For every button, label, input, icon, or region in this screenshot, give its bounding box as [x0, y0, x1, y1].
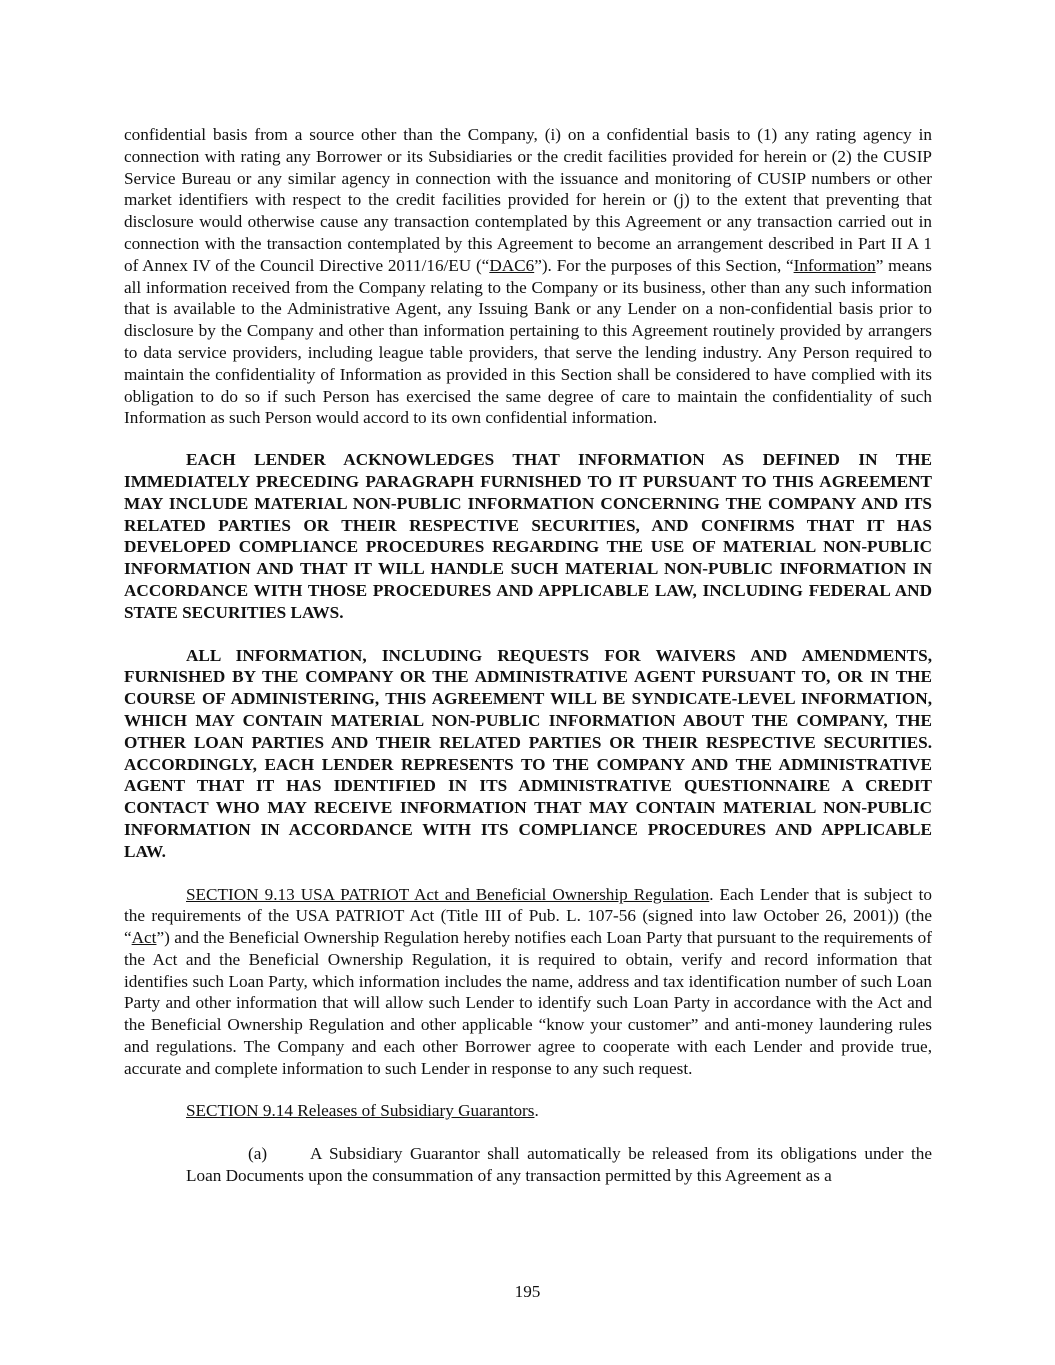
paragraph-text: ”). For the purposes of this Section, “	[534, 255, 794, 275]
paragraph-text: confidential basis from a source other than the Company, (i) on a confidential basis to (1) any rating agency in connection with rating any Borrower or its Subsidiaries or the credit facilities provided for herein or (2) the CUSIP Service Bureau or any similar agency in connection with the issuance and monitoring of CUSIP numbers or other market identifiers with respect to the credit facilities provided for herein or (j) to the extent that preventing that disclosure would otherwise cause any transaction contemplated by this Agreement or any transaction carried out in connection with the transaction contemplated by this Agreement to become an arrangement described in Part II A 1 of Annex IV of the Council Directive 2011/16/EU (“	[124, 125, 932, 275]
document-page	[124, 124, 932, 1207]
heading-punctuation: .	[534, 1100, 539, 1120]
defined-term-dac6: DAC6	[489, 255, 535, 275]
section-9-13-heading: SECTION 9.13 USA PATRIOT Act and Beneficial Ownership Regulation	[186, 884, 710, 904]
clause-a-paragraph	[124, 1143, 932, 1187]
clause-a-label: (a)	[248, 1144, 268, 1164]
paragraph-text: . Each Lender that is subject to the requirements of the USA PATRIOT Act (Title III of Pub. L. 107-56 (signed into law October 26, 2001)) (the “	[124, 884, 932, 948]
page-number: 195	[514, 1282, 541, 1301]
section-9-14-heading: SECTION 9.14 Releases of Subsidiary Guarantors	[186, 1100, 535, 1120]
section-9-13-paragraph	[124, 884, 932, 1080]
confidentiality-paragraph	[124, 124, 932, 429]
paragraph-text: ”) and the Beneficial Ownership Regulation hereby notifies each Loan Party that pursuant to the requirements of the Act and the Beneficial Ownership Regulation, it is required to obtain, verify and record information that identifies such Loan Party, which information includes the name, address and tax identification number of such Loan Party and other information that will allow such Lender to identify such Loan Party in accordance with the Act and the Beneficial Ownership Regulation and other applicable “know your customer” and anti-money laundering rules and regulations. The Company and each other Borrower agree to cooperate with each Lender and provide true, accurate and complete information to such Lender in response to any such request.	[124, 928, 932, 1078]
section-9-14-paragraph	[124, 1100, 932, 1122]
clause-a-text: A Subsidiary Guarantor shall automatically be released from its obligations under the Loan Documents upon the consummation of any transaction permitted by this Agreement as a	[186, 1144, 932, 1186]
defined-term-act: Act	[131, 928, 157, 948]
syndicate-information-paragraph: ALL INFORMATION, INCLUDING REQUESTS FOR WAIVERS AND AMENDMENTS, FURNISHED BY THE COMPANY OR THE ADMINISTRATIVE AGENT PURSUANT TO, OR IN THE COURSE OF ADMINISTERING, THIS AGREEMENT WILL BE SYNDICATE-LEVEL INFORMATION, WHICH MAY CONTAIN MATERIAL NON-PUBLIC INFORMATION ABOUT THE COMPANY, THE OTHER LOAN PARTIES AND THEIR RELATED PARTIES OR THEIR RESPECTIVE SECURITIES. ACCORDINGLY, EACH LENDER REPRESENTS TO THE COMPANY AND THE ADMINISTRATIVE AGENT THAT IT HAS IDENTIFIED IN ITS ADMINISTRATIVE QUESTIONNAIRE A CREDIT CONTACT WHO MAY RECEIVE INFORMATION THAT MAY CONTAIN MATERIAL NON-PUBLIC INFORMATION IN ACCORDANCE WITH ITS COMPLIANCE PROCEDURES AND APPLICABLE LAW.	[124, 645, 932, 861]
paragraph-text: ” means all information received from the Company relating to the Company or its business, other than any such information that is available to the Administrative Agent, any Issuing Bank or any Lender on a non-confidential basis prior to disclosure by the Company and other than information pertaining to this Agreement routinely provided by arrangers to data service providers, including league table providers, that serve the lending industry. Any Person required to maintain the confidentiality of Information as provided in this Section shall be considered to have complied with its obligation to do so if such Person has exercised the same degree of care to maintain the confidentiality of such Information as such Person would accord to its own confidential information.	[124, 255, 932, 428]
lender-acknowledgement-paragraph: EACH LENDER ACKNOWLEDGES THAT INFORMATION AS DEFINED IN THE IMMEDIATELY PRECEDING PARAGRAPH FURNISHED TO IT PURSUANT TO THIS AGREEMENT MAY INCLUDE MATERIAL NON-PUBLIC INFORMATION CONCERNING THE COMPANY AND ITS RELATED PARTIES OR THEIR RESPECTIVE SECURITIES, AND CONFIRMS THAT IT HAS DEVELOPED COMPLIANCE PROCEDURES REGARDING THE USE OF MATERIAL NON-PUBLIC INFORMATION AND THAT IT WILL HANDLE SUCH MATERIAL NON-PUBLIC INFORMATION IN ACCORDANCE WITH THOSE PROCEDURES AND APPLICABLE LAW, INCLUDING FEDERAL AND STATE SECURITIES LAWS.	[124, 450, 932, 622]
defined-term-information: Information	[793, 255, 876, 275]
